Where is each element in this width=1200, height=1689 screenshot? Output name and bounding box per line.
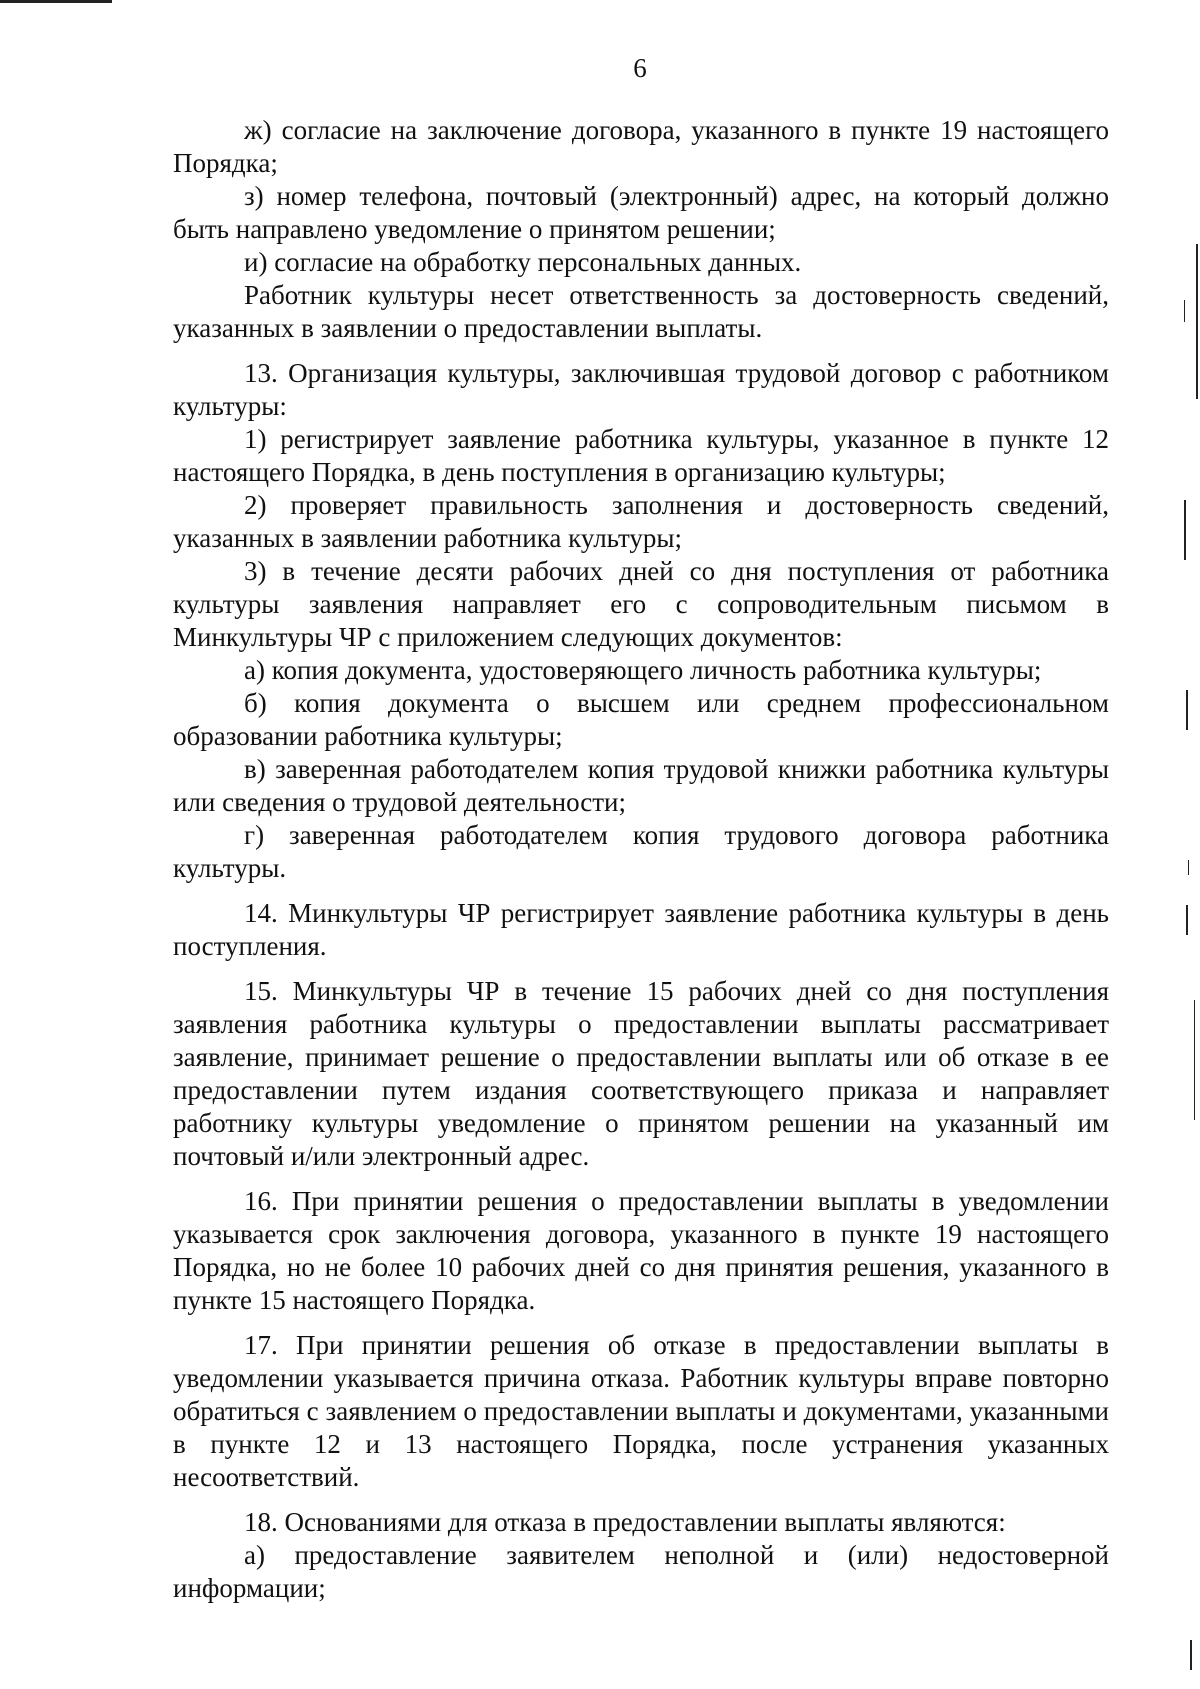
scan-mark-right-4 (1186, 690, 1188, 730)
paragraph: 1) регистрирует заявление работника культуры, указанное в пункте 12 настоящего Порядка, в день поступления в организацию культуры; (173, 424, 1109, 487)
paragraph: в) заверенная работодателем копия трудовой книжки работника культуры или сведения о трудовой деятельности; (173, 754, 1109, 817)
paragraph: 2) проверяет правильность заполнения и достоверность сведений, указанных в заявлении работника культуры; (173, 490, 1109, 553)
paragraph: ж) согласие на заключение договора, указанного в пункте 19 настоящего Порядка; (173, 115, 1109, 178)
scan-mark-right-8 (1190, 1640, 1192, 1670)
scan-mark-top-left (0, 0, 112, 3)
paragraph: 16. При принятии решения о предоставлении выплаты в уведомлении указывается срок заключения договора, указанного в пункте 19 настоящего Порядка, но не более 10 рабочих дней со дня принятия решения, указанного в пункте 15 настоящего Порядка. (173, 1186, 1109, 1315)
scan-mark-right-2 (1184, 300, 1185, 322)
scan-mark-right-3 (1184, 500, 1186, 560)
page-number: 6 (633, 53, 647, 83)
paragraph: 17. При принятии решения об отказе в предоставлении выплаты в уведомлении указывается причина отказа. Работник культуры вправе повторно обратиться с заявлением о предоставлении выплаты и документами, указанными в пункте 12 и 13 настоящего Порядка, после устранения указанных несоответствий. (173, 1330, 1109, 1492)
scan-mark-right-6 (1186, 905, 1188, 935)
paragraph: Работник культуры несет ответственность за достоверность сведений, указанных в заявлении о предоставлении выплаты. (173, 280, 1109, 343)
paragraph: з) номер телефона, почтовый (электронный) адрес, на который должно быть направлено уведомление о принятом решении; (173, 181, 1109, 244)
paragraph: 3) в течение десяти рабочих дней со дня поступления от работника культуры заявления направляет его с сопроводительным письмом в Минкультуры ЧР с приложением следующих документов: (173, 556, 1109, 652)
scan-mark-right-5 (1188, 860, 1189, 875)
scan-mark-right-1 (1196, 244, 1198, 399)
paragraph: 15. Минкультуры ЧР в течение 15 рабочих дней со дня поступления заявления работника культуры о предоставлении выплаты рассматривает заявление, принимает решение о предоставлении выплаты или об отказе в ее предоставлении путем издания соответствующего приказа и направляет работнику культуры уведомление о принятом решении на указанный им почтовый и/или электронный адрес. (173, 976, 1109, 1171)
paragraph: 18. Основаниями для отказа в предоставлении выплаты являются: (244, 1507, 1006, 1537)
scan-mark-right-7 (1194, 1000, 1195, 1120)
paragraph: 13. Организация культуры, заключившая трудовой договор с работником культуры: (173, 358, 1109, 421)
document-body (173, 114, 1109, 1605)
paragraph: г) заверенная работодателем копия трудового договора работника культуры. (173, 820, 1109, 883)
paragraph: а) копия документа, удостоверяющего личность работника культуры; (244, 655, 1042, 685)
paragraph: 14. Минкультуры ЧР регистрирует заявление работника культуры в день поступления. (173, 898, 1109, 961)
paragraph: а) предоставление заявителем неполной и (или) недостоверной информации; (173, 1540, 1109, 1603)
paragraph: б) копия документа о высшем или среднем профессиональном образовании работника культуры; (173, 688, 1109, 751)
paragraph: и) согласие на обработку персональных данных. (244, 247, 802, 277)
